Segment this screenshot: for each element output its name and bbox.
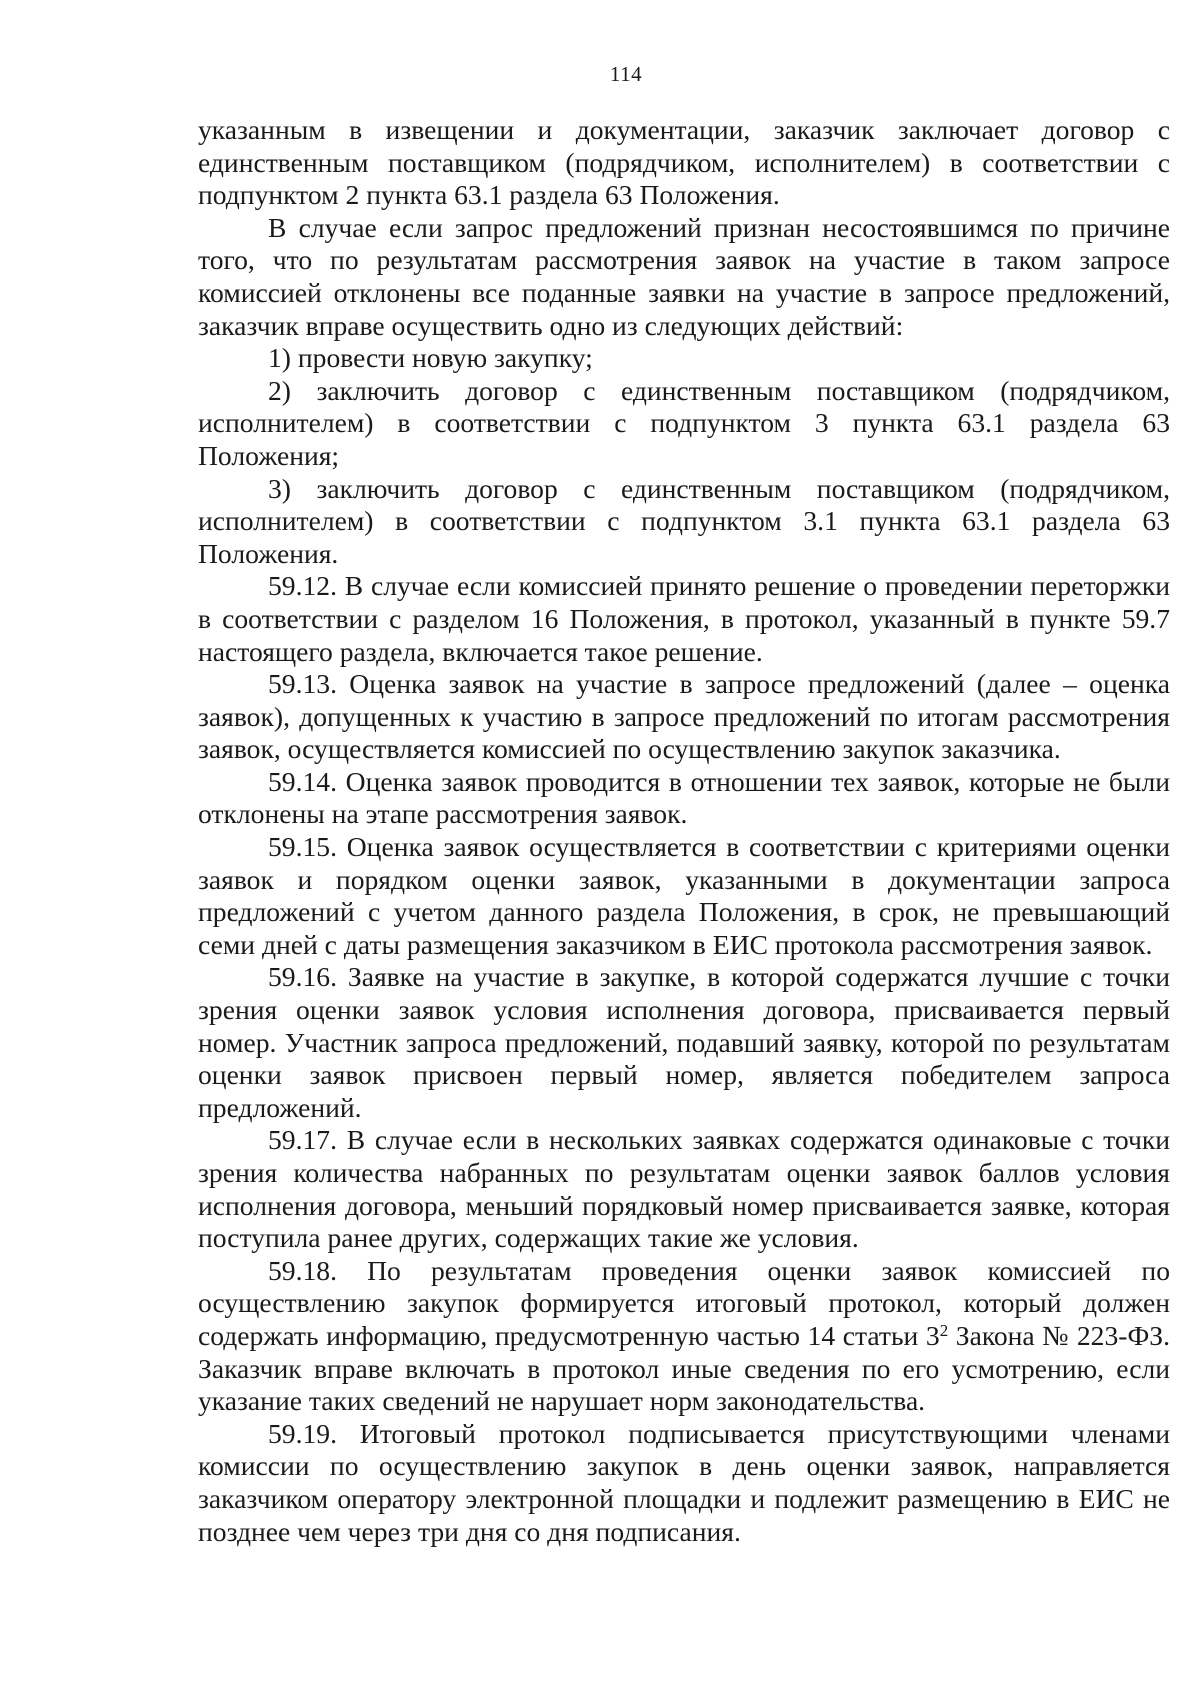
paragraph-59-13: 59.13. Оценка заявок на участие в запросе предложений (далее – оценка заявок), допущенных к участию в запросе предложений по итогам рассмотрения заявок, осуществляется комиссией по осуществлению закупок заказчика. [198, 668, 1170, 765]
list-item-contract-subpoint-3: 2) заключить договор с единственным поставщиком (подрядчиком, исполнителем) в соответствии с подпунктом 3 пункта 63.1 раздела 63 Положения; [198, 374, 1170, 471]
document-body [198, 114, 1170, 1548]
list-item-new-procurement: 1) провести новую закупку; [268, 342, 593, 374]
paragraph-59-16: 59.16. Заявке на участие в закупке, в которой содержатся лучшие с точки зрения оценки заявок условия исполнения договора, присваивается первый номер. Участник запроса предложений, подавший заявку, которой по результатам оценки заявок присвоен первый номер, является победителем запроса предложений. [198, 961, 1170, 1123]
superscript-2: 2 [939, 1320, 949, 1340]
paragraph-59-17: 59.17. В случае если в нескольких заявках содержатся одинаковые с точки зрения количества набранных по результатам оценки заявок баллов условия исполнения договора, меньший порядковый номер присваивается заявке, которая поступила ранее других, содержащих такие же условия. [198, 1124, 1170, 1254]
list-item-contract-subpoint-3-1: 3) заключить договор с единственным поставщиком (подрядчиком, исполнителем) в соответствии с подпунктом 3.1 пункта 63.1 раздела 63 Положения. [198, 472, 1170, 569]
paragraph-59-14: 59.14. Оценка заявок проводится в отношении тех заявок, которые не были отклонены на этапе рассмотрения заявок. [198, 765, 1170, 830]
paragraph-59-18-text-b: Закона № 223-ФЗ. Заказчик вправе включать в протокол иные сведения по его усмотрению, если указание таких сведений не нарушает норм законодательства. [198, 1319, 1170, 1417]
page-number: 114 [609, 62, 643, 86]
paragraph-59-12: 59.12. В случае если комиссией принято решение о проведении переторжки в соответствии с разделом 16 Положения, в протокол, указанный в пункте 59.7 настоящего раздела, включается такое решение. [198, 570, 1170, 667]
paragraph-59-15: 59.15. Оценка заявок осуществляется в соответствии с критериями оценки заявок и порядком оценки заявок, указанными в документации запроса предложений с учетом данного раздела Положения, в срок, не превышающий семи дней с даты размещения заказчиком в ЕИС протокола рассмотрения заявок. [198, 831, 1170, 960]
paragraph-continuation: указанным в извещении и документации, заказчик заключает договор с единственным поставщиком (подрядчиком, исполнителем) в соответствии с подпунктом 2 пункта 63.1 раздела 63 Положения. [198, 114, 1170, 211]
paragraph-59-19: 59.19. Итоговый протокол подписывается присутствующими членами комиссии по осуществлению закупок в день оценки заявок, направляется заказчиком оператору электронной площадки и подлежит размещению в ЕИС не позднее чем через три дня со дня подписания. [198, 1417, 1170, 1547]
paragraph-59-18-text-a: 59.18. По результатам проведения оценки заявок комиссией по осуществлению закупок формируется итоговый протокол, который должен содержать информацию, предусмотренную частью 14 статьи 3 [198, 1254, 1170, 1351]
paragraph-59-18 [198, 1255, 1170, 1418]
paragraph-failed-request: В случае если запрос предложений признан несостоявшимся по причине того, что по результатам рассмотрения заявок на участие в таком запросе комиссией отклонены все поданные заявки на участие в запросе предложений, заказчик вправе осуществить одно из следующих действий: [198, 211, 1170, 341]
